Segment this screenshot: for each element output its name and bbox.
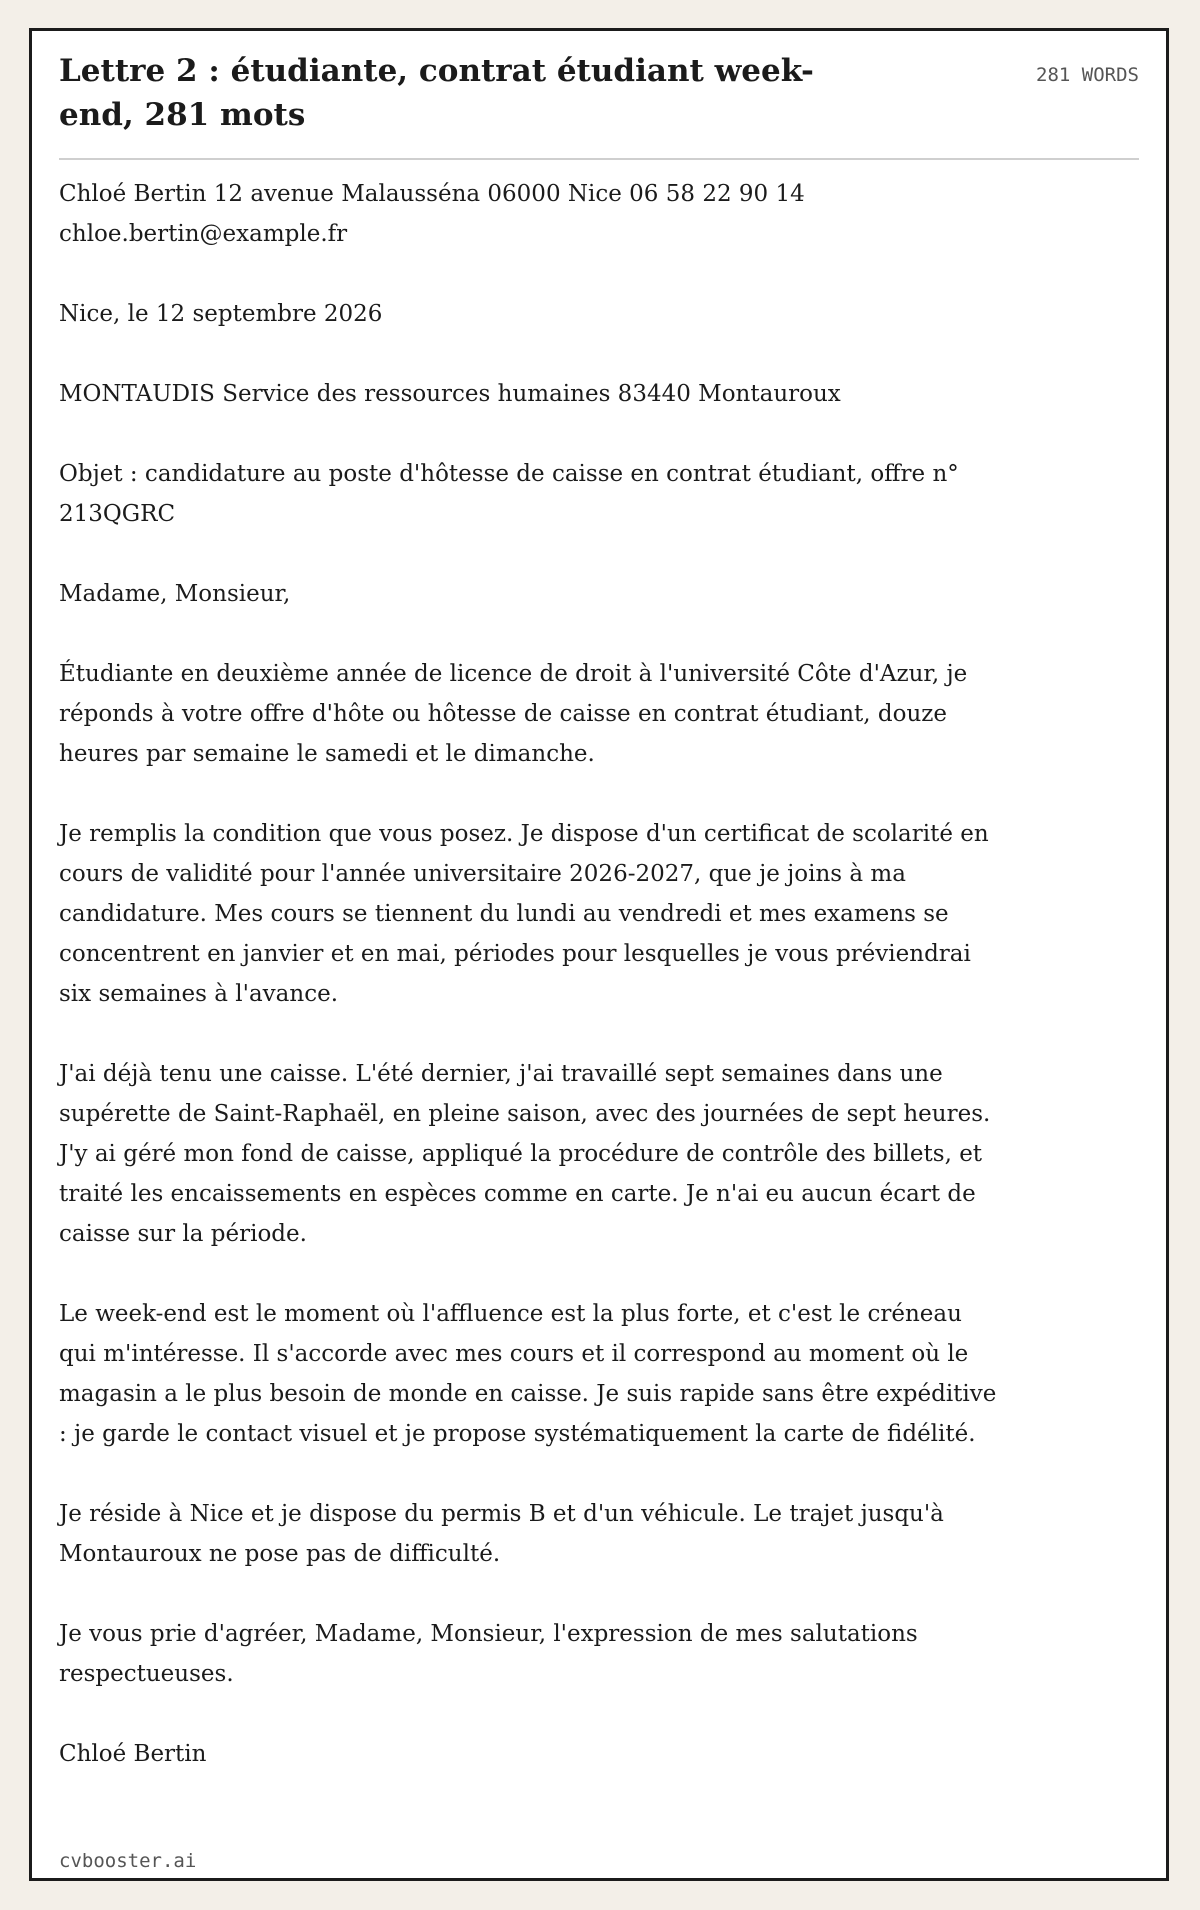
letter-card (29, 28, 1169, 1881)
sender-block: Chloé Bertin 12 avenue Malausséna 06000 Nice 06 58 22 90 14 chloe.bertin@example.fr (59, 181, 805, 247)
word-count-badge: 281 WORDS (1036, 64, 1139, 86)
recipient-block: MONTAUDIS Service des ressources humaines 83440 Montauroux (59, 381, 841, 407)
salutation: Madame, Monsieur, (59, 581, 291, 607)
signature: Chloé Bertin (59, 1741, 207, 1767)
closing-formula: Je vous prie d'agréer, Madame, Monsieur, l'expression de mes salutations respectueuses. (59, 1621, 918, 1687)
body-paragraph-mobility: Je réside à Nice et je dispose du permis B et d'un véhicule. Le trajet jusqu'à Montauroux ne pose pas de difficulté. (59, 1501, 944, 1567)
body-paragraph-availability: Je remplis la condition que vous posez. Je dispose d'un certificat de scolarité en cours de validité pour l'année universitaire 2026-2027, que je joins à ma candidature. Mes cours se tiennent du lundi au vendredi et mes examens se concentrent en janvier et en mai, périodes pour lesquelles je vous préviendrai six semaines à l'avance. (59, 821, 989, 1007)
letter-body (59, 174, 1004, 1774)
date-line: Nice, le 12 septembre 2026 (59, 301, 383, 327)
letter-header (59, 49, 1139, 160)
body-paragraph-motivation: Le week-end est le moment où l'affluence est la plus forte, et c'est le créneau qui m'intéresse. Il s'accorde avec mes cours et il correspond au moment où le magasin a le plus besoin de monde en caisse. Je suis rapide sans être expéditive : je garde le contact visuel et je propose systématiquement la carte de fidélité. (59, 1301, 997, 1447)
body-paragraph-intro: Étudiante en deuxième année de licence de droit à l'université Côte d'Azur, je réponds à votre offre d'hôte ou hôtesse de caisse en contrat étudiant, douze heures par semaine le samedi et le dimanche. (59, 661, 968, 767)
letter-title: Lettre 2 : étudiante, contrat étudiant week-end, 281 mots (59, 53, 814, 133)
footer-brand: cvbooster.ai (59, 1850, 197, 1872)
subject-line: Objet : candidature au poste d'hôtesse de caisse en contrat étudiant, offre n° 213QGRC (59, 461, 959, 527)
body-paragraph-experience: J'ai déjà tenu une caisse. L'été dernier, j'ai travaillé sept semaines dans une supérette de Saint-Raphaël, en pleine saison, avec des journées de sept heures. J'y ai géré mon fond de caisse, appliqué la procédure de contrôle des billets, et traité les encaissements en espèces comme en carte. Je n'ai eu aucun écart de caisse sur la période. (59, 1061, 991, 1247)
